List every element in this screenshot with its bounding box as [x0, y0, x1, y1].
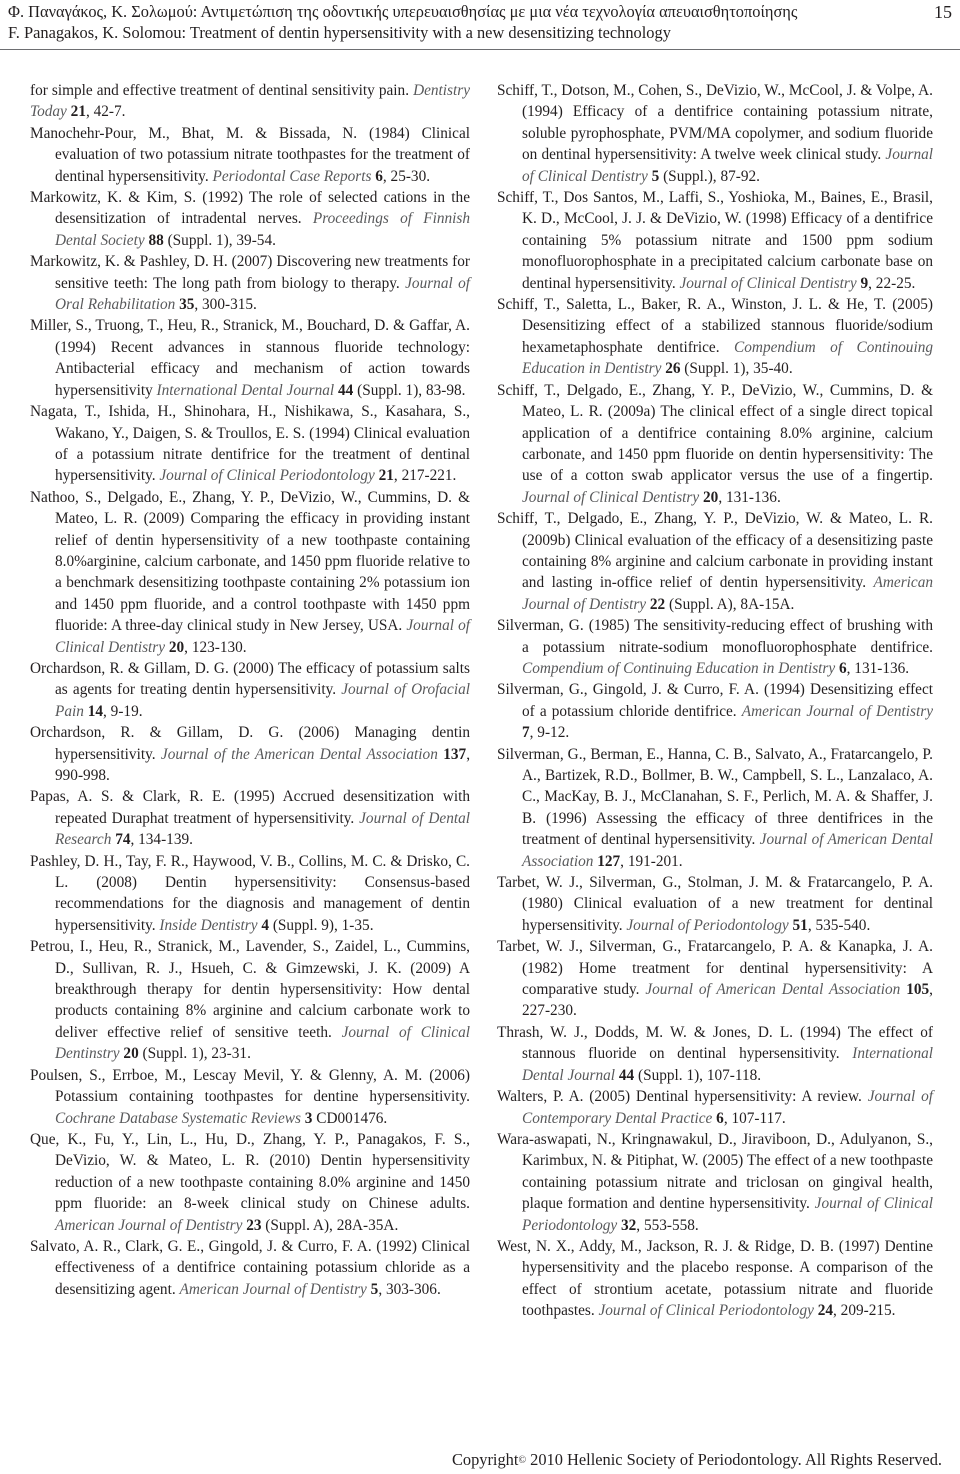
reference-text: Thrash, W. J., Dodds, M. W. & Jones, D. L. (1994) The effect of stannous fluoride on dentinal hypersensitivity. [497, 1023, 933, 1063]
reference-entry [30, 401, 470, 487]
reference-journal: Inside Dentistry [159, 916, 258, 934]
reference-journal: Cochrane Database Systematic Reviews [55, 1109, 301, 1127]
reference-volume: 9 [860, 274, 869, 292]
reference-journal: Journal of Periodontology [626, 916, 789, 934]
reference-volume: 74 [115, 831, 131, 849]
reference-entry [497, 872, 933, 936]
reference-volume: 6 [375, 167, 383, 185]
reference-volume: 6 [716, 1109, 724, 1127]
reference-pages: , 191-201. [620, 852, 683, 870]
reference-volume: 6 [838, 659, 847, 677]
reference-journal: American Journal of Dentistry [741, 702, 933, 720]
reference-pages: , 303-306. [378, 1280, 441, 1298]
reference-entry [30, 851, 470, 937]
reference-journal: Periodontal Case Reports [212, 167, 372, 185]
reference-text: Schiff, T., Delgado, E., Zhang, Y. P., DeVizio, W., Cummins, D. & Mateo, L. R. (2009a) The clinical effect of a single direct topical application of a dentifrice containing 8.0% arginine, calcium carbonate, and 1450 ppm fluoride on dentin hypersensitivity: The use of a cotton swab applicator versus the use of a fingertip. [497, 381, 933, 485]
reference-entry [497, 744, 933, 872]
reference-text: Miller, S., Truong, T., Heu, R., Stranick, M., Bouchard, D. & Gaffar, A. (1994) Recent advances in stannous fluoride technology: Antibacterial efficacy and mechanism of action towards hypersensitivity [30, 317, 470, 399]
reference-entry [497, 1086, 933, 1129]
reference-pages: , 209-215. [833, 1302, 896, 1320]
reference-volume: 21 [70, 103, 86, 121]
running-header [8, 2, 952, 43]
reference-volume: 20 [123, 1045, 139, 1063]
reference-text: Silverman, G. (1985) The sensitivity-reducing effect of brushing with a potassium nitrate-sodium monofluorophosphate dentifrice. [497, 617, 933, 656]
reference-volume: 7 [522, 724, 530, 742]
reference-volume: 21 [378, 467, 394, 485]
reference-entry [30, 487, 470, 658]
page-number: 15 [934, 2, 952, 22]
reference-volume: 44 [337, 381, 354, 399]
reference-pages: (Suppl. 9), 1-35. [269, 916, 374, 934]
reference-pages: , 535-540. [807, 916, 871, 934]
reference-text: Pashley, D. H., Tay, F. R., Haywood, V. B., Collins, M. C. & Drisko, C. L. (2008) Dentin hypersensitivity: Consensus-based recommendations for the diagnosis and management of dentin hypersensitivity. [30, 852, 470, 934]
reference-pages: (Suppl. 1), 35-40. [680, 360, 793, 378]
reference-entry [30, 80, 470, 123]
reference-entry [30, 1236, 470, 1300]
reference-text: Petrou, I., Heu, R., Stranick, M., Lavender, S., Zaidel, L., Cummins, D., Sullivan, R. J., Hsueh, C. & Gimzewski, J. K. (2009) A breakthrough therapy for dentin hypersensitivity: How dental products containing 8% arginine and calcium carbonate work to deliver effective relief of sensitive teeth. [30, 938, 470, 1041]
reference-journal: Compendium of Continouing Education in Dentistry [522, 338, 933, 378]
reference-journal: Journal of Clinical Dentistry [679, 274, 857, 292]
reference-entry [30, 123, 470, 187]
reference-text: Orchardson, R. & Gillam, D. G. (2000) The efficacy of potassium salts as agents for treating dentin hypersensitivity. [30, 659, 470, 699]
reference-pages: (Suppl. 1), 23-31. [138, 1045, 251, 1063]
reference-pages: , 42-7. [85, 103, 126, 121]
reference-journal: Journal of Clinical Dentistry [55, 617, 470, 656]
reference-volume: 35 [179, 296, 195, 314]
reference-entry [497, 80, 933, 187]
reference-pages: , 990-998. [55, 745, 471, 784]
reference-volume: 26 [665, 360, 681, 378]
reference-journal: Journal of American Dental Association [645, 981, 901, 999]
reference-text: Nagata, T., Ishida, H., Shinohara, H., Nishikawa, S., Kasahara, S., Wakano, Y., Daigen, S. & Troullos, E. S. (1994) Clinical evaluation of a potassium nitrate dentifrice for the treatment of dentinal hypersensitivity. [30, 403, 470, 485]
reference-pages: , 553-558. [636, 1216, 699, 1234]
reference-entry [30, 786, 470, 850]
reference-text: Walters, P. A. (2005) Dentinal hypersensitivity: A review. [497, 1088, 868, 1106]
reference-entry [497, 380, 933, 508]
copyright-word: Copyright [451, 1450, 519, 1469]
reference-text: Tarbet, W. J., Silverman, G., Stolman, J. M. & Fratarcangelo, P. A. (1980) Clinical evaluation of a new treatment for dentinal hypersensitivity. [497, 874, 933, 934]
reference-volume: 44 [618, 1066, 635, 1084]
reference-journal: American Journal of Dentistry [179, 1280, 367, 1298]
reference-journal: Journal of Clinical Periodontology [159, 467, 375, 485]
reference-entry [497, 1236, 933, 1322]
reference-text: Schiff, T., Saletta, L., Baker, R. A., Winston, J. L. & He, T. (2005) Desensitizing effect of a stabilized stannous fluoride/sodium hexametaphosphate dentifrice. [497, 296, 933, 356]
reference-journal: Proceedings of Finnish Dental Society [55, 210, 470, 249]
reference-journal: American Journal of Dentistry [522, 574, 933, 613]
reference-entry [497, 508, 933, 615]
reference-entry [30, 1065, 470, 1129]
reference-text: Markowitz, K. & Pashley, D. H. (2007) Discovering new treatments for sensitive teeth: The long path from biology to therapy. [30, 253, 470, 292]
reference-pages: (Suppl. 1), 107-118. [634, 1066, 762, 1084]
reference-entry [30, 251, 470, 315]
reference-entry [497, 936, 933, 1022]
reference-entry [497, 294, 933, 380]
reference-text: Orchardson, R. & Gillam, D. G. (2006) Managing dentin hypersensitivity. [30, 724, 470, 763]
copyright-text: 2010 Hellenic Society of Periodontology. All Rights Reserved. [530, 1450, 942, 1469]
reference-pages: , 107-117. [723, 1109, 786, 1127]
reference-entry [30, 936, 470, 1064]
reference-pages: (Suppl.), 87-92. [659, 167, 760, 185]
reference-volume: 24 [817, 1302, 834, 1320]
reference-volume: 4 [261, 916, 269, 934]
reference-pages: , 300-315. [194, 296, 257, 314]
header-english-line: F. Panagakos, K. Solomou: Treatment of dentin hypersensitivity with a new desensitizing technology [8, 22, 671, 42]
reference-entry [30, 315, 470, 401]
reference-volume: 14 [87, 702, 104, 720]
reference-entry [30, 658, 470, 722]
copyright-footer [452, 1450, 942, 1473]
reference-volume: 51 [792, 916, 808, 934]
reference-entry [497, 679, 933, 743]
reference-pages: , 134-139. [130, 831, 193, 849]
reference-pages: , 22-25. [868, 274, 916, 292]
reference-text: Schiff, T., Dos Santos, M., Laffi, S., Yoshioka, M., Baines, E., Brasil, K. D., McCool, J. J. & DeVizio, W. (1998) Efficacy of a dentifrice containing 5% potassium nitrate and 1500 ppm sodium monofluorophosphate in a precipitated calcium carbonate base on dentinal hypersensitivity. [497, 189, 933, 292]
reference-entry [30, 722, 470, 786]
reference-journal: American Journal of Dentistry [55, 1216, 243, 1234]
reference-pages: CD001476. [312, 1109, 388, 1127]
reference-entry [30, 187, 470, 251]
reference-volume: 23 [246, 1216, 262, 1234]
references-left-column [30, 80, 470, 1300]
reference-text: for simple and effective treatment of dentinal sensitivity pain. [30, 82, 414, 99]
reference-pages: , 9-19. [103, 702, 143, 720]
reference-pages: , 217-221. [393, 467, 457, 485]
reference-volume: 32 [621, 1216, 637, 1234]
reference-volume: 22 [649, 595, 666, 613]
reference-text: Wara-aswapati, N., Kringnawakul, D., Jiraviboon, D., Adulyanon, S., Karimbux, N. & Pitiphat, W. (2005) The effect of a new toothpaste containing potassium nitrate and triclosan on gingival health, plaque formation and dentine hypersensitivity. [497, 1130, 933, 1213]
reference-journal: Journal of the American Dental Association [160, 745, 438, 763]
reference-pages: (Suppl. A), 28A-35A. [261, 1216, 399, 1234]
reference-journal: Dentistry Today [30, 82, 470, 121]
reference-entry [497, 615, 933, 679]
reference-volume: 105 [906, 981, 930, 999]
reference-journal: International Dental Journal [522, 1045, 933, 1084]
reference-text: Tarbet, W. J., Silverman, G., Fratarcangelo, P. A. & Kanapka, J. A. (1982) Home treatment for dentinal hypersensitivity: A comparative study. [497, 938, 933, 999]
reference-text: Poulsen, S., Errboe, M., Lescay Mevil, Y. & Glenny, A. M. (2006) Potassium containing toothpastes for dentine hypersensitivity. [30, 1066, 470, 1106]
references-right-column [497, 80, 933, 1322]
reference-journal: Journal of Oral Rehabilitation [55, 274, 470, 314]
reference-pages: (Suppl. A), 8A-15A. [665, 595, 795, 613]
reference-volume: 127 [597, 852, 621, 870]
reference-entry [497, 187, 933, 294]
reference-text: Schiff, T., Dotson, M., Cohen, S., DeVizio, W., McCool, J. & Volpe, A. (1994) Efficacy of a dentifrice containing potassium nitrate, soluble pyrophosphate, PVM/MA copolymer, and sodium fluoride on dentinal hypersensitivity: A twelve week clinical study. [497, 82, 933, 164]
reference-text: West, N. X., Addy, M., Jackson, R. J. & Ridge, D. B. (1997) Dentine hypersensitivity and the placebo response. A comparison of the effect of strontium acetate, potassium nitrate and fluoride toothpastes. [497, 1237, 933, 1320]
reference-pages: , 123-130. [184, 638, 247, 656]
reference-pages: (Suppl. 1), 39-54. [163, 231, 276, 249]
reference-volume: 137 [443, 745, 467, 763]
header-rule [0, 49, 960, 50]
reference-entry [30, 1129, 470, 1236]
reference-pages: , 9-12. [529, 724, 570, 742]
reference-pages: , 131-136. [846, 659, 910, 677]
reference-journal: International Dental Journal [156, 381, 335, 399]
copyright-symbol: © [518, 1455, 527, 1466]
reference-text: Silverman, G., Berman, E., Hanna, C. B., Salvato, A., Fratarcangelo, P. A., Bartizek, R.D., Bollmer, B. W., Campbell, S. L., Lanzalaco, A. C., MacKay, B. J., McClanahan, S. F., Perlich, M. A. & Shaffer, J. B. (1996) Assessing the efficacy of three dentifrices in the treatment of dentinal hypersensitivity. [497, 745, 933, 849]
reference-pages: (Suppl. 1), 83-98. [353, 381, 466, 399]
reference-volume: 3 [304, 1109, 313, 1127]
header-greek-line: Φ. Παναγάκος, Κ. Σολωμού: Αντιμετώπιση της οδοντικής υπερευαισθησίας με μια νέα τεχνολογία απευαισθητοποίησης [8, 2, 798, 21]
reference-text: Papas, A. S. & Clark, R. E. (1995) Accrued desensitization with repeated Duraphat treatment of hypersensitivity. [30, 788, 470, 827]
reference-pages: , 131-136. [718, 488, 781, 506]
reference-journal: Journal of American Dental Association [522, 831, 933, 870]
reference-journal: Journal of Dental Research [55, 809, 470, 849]
reference-pages: , 227-230. [522, 981, 933, 1020]
reference-journal: Compendium of Continuing Education in Dentistry [522, 659, 836, 677]
reference-journal: Journal of Clinical Dentistry [522, 146, 933, 185]
reference-volume: 88 [148, 231, 164, 249]
reference-journal: Journal of Clinical Dentistry [522, 488, 700, 506]
reference-volume: 20 [703, 488, 719, 506]
reference-text: Markowitz, K. & Kim, S. (1992) The role of selected cations in the desensitization of intradental nerves. [30, 189, 470, 228]
reference-journal: Journal of Contemporary Dental Practice [522, 1088, 933, 1127]
reference-journal: Journal of Clinical Periodontology [598, 1302, 814, 1320]
reference-volume: 20 [168, 638, 185, 656]
reference-text: Salvato, A. R., Clark, G. E., Gingold, J. & Curro, F. A. (1992) Clinical effectiveness of a dentifrice containing potassium chloride as a desensitizing agent. [30, 1237, 470, 1298]
reference-volume: 5 [370, 1280, 379, 1298]
reference-journal: Journal of Clinical Dentinstry [55, 1023, 470, 1063]
reference-text: Que, K., Fu, Y., Lin, L., Hu, D., Zhang, Y. P., Panagakos, F. S., DeVizio, W. & Mateo, L. R. (2010) Dentin hypersensitivity reduction of a new toothpaste containing 8.0% arginine and 1450 ppm fluoride: an 8-week clinical study on Chinese adults. [30, 1130, 470, 1213]
reference-text: Silverman, G., Gingold, J. & Curro, F. A. (1994) Desensitizing effect of a potassium chloride dentifrice. [497, 681, 933, 720]
reference-text: Manochehr-Pour, M., Bhat, M. & Bissada, N. (1984) Clinical evaluation of two potassium nitrate toothpastes for the treatment of dentinal hypersensitivity. [30, 124, 470, 185]
reference-text: Nathoo, S., Delgado, E., Zhang, Y. P., DeVizio, W., Cummins, D. & Mateo, L. R. (2009) Comparing the efficacy in providing instant relief of dentin hypersensitivity of a new toothpaste containing 8.0%arginine, calcium carbonate, and 1450 ppm fluoride relative to a benchmark desensitizing toothpaste containing 2% potassium ion and 1450 ppm fluoride, and a control toothpaste with 1450 ppm fluoride: A three-day clinical study in New Jersey, USA. [30, 488, 470, 635]
reference-pages: , 25-30. [382, 167, 431, 185]
reference-entry [497, 1129, 933, 1236]
reference-journal: Journal of Clinical Periodontology [522, 1195, 933, 1234]
reference-journal: Journal of Orofacial Pain [55, 681, 470, 720]
reference-volume: 5 [651, 167, 660, 185]
reference-text: Schiff, T., Delgado, E., Zhang, Y. P., DeVizio, W. & Mateo, L. R. (2009b) Clinical evaluation of the efficacy of a desensitizing paste containing 8% arginine and calcium carbonate in providing instant and lasting in-office relief of dentin hypersensitivity. [497, 510, 933, 592]
reference-entry [497, 1022, 933, 1086]
